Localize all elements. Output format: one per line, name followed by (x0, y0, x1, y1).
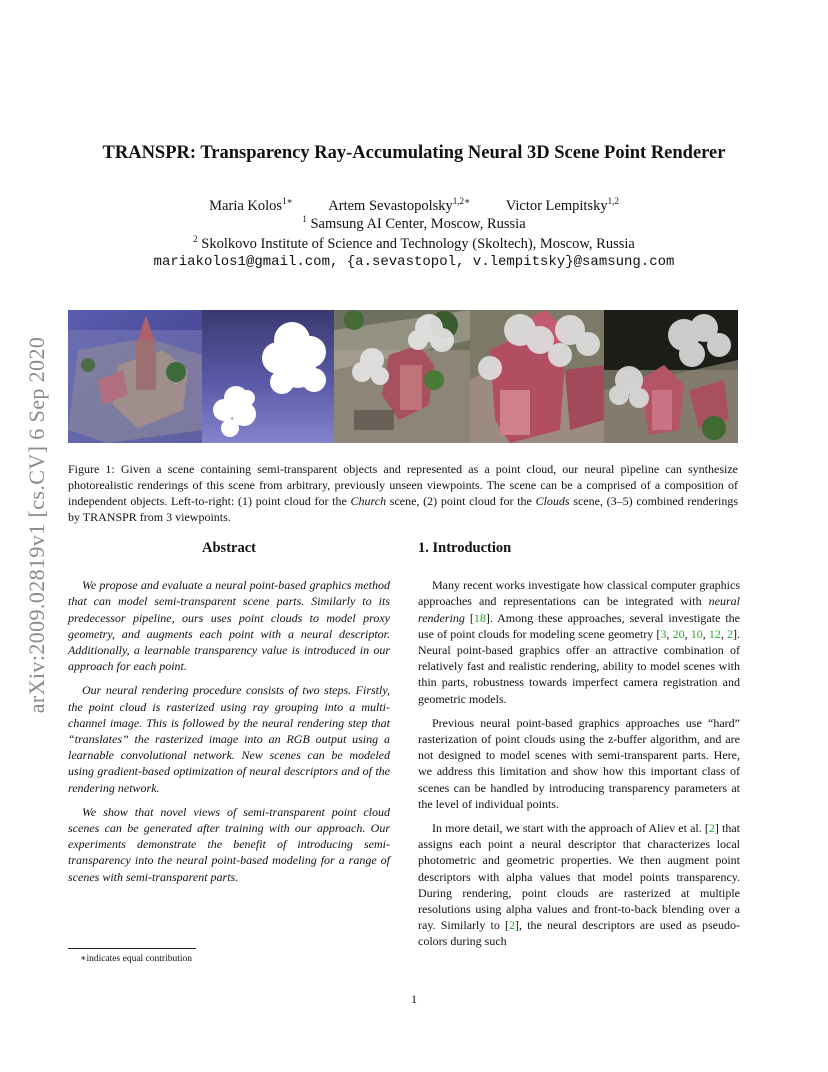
author: Maria Kolos$^{1∗}$ (209, 196, 293, 214)
citation-link[interactable]: 12 (708, 626, 721, 641)
abstract-heading: Abstract (202, 540, 256, 556)
author: Artem Sevastopolsky$^{1,2∗}$ (328, 196, 471, 214)
author-emails: mariakolos1@gmail.com, {a.sevastopol, v.lempitsky}@samsung.com (153, 254, 675, 270)
rendering-view-2 (470, 310, 604, 443)
citation-link[interactable]: 20 (672, 626, 685, 641)
clouds-point-cloud-image (202, 310, 334, 443)
citation-link[interactable]: 2 (509, 918, 515, 933)
abstract-paragraph: Our neural rendering procedure consists of two steps. Firstly, the point cloud is rasterized using ray grouping into a multi-channel image. This is followed by the neural rendering step that “translates” the rasterized image into an RGB output using a learnable convolutional network. New scenes can be modeled using gradient-based optimization of neural descriptors and of the rendering network. (68, 683, 390, 795)
abstract-paragraph: We show that novel views of semi-transparent point cloud scenes can be generated after training with our approach. Our experiments demonstrate the benefit of introducing semi-transparency into the neural point-based modeling for a range of scenes with semi-transparent parts. (68, 804, 390, 884)
abstract-section (68, 540, 390, 893)
citation-link[interactable]: 10 (690, 626, 703, 641)
page-number: 1 (411, 992, 417, 1006)
author-list (0, 196, 828, 215)
footnote: ∗indicates equal contribution (80, 954, 192, 964)
rendering-view-1 (334, 310, 470, 443)
citation-link[interactable]: 2 (727, 626, 734, 641)
author: Victor Lempitsky$^{1,2}$ (505, 196, 619, 214)
citation-link[interactable]: 18 (473, 610, 486, 625)
abstract-paragraph: We propose and evaluate a neural point-based graphics method that can model semi-transparent scene parts. Similarly to its predecessor pipeline, ours uses point clouds to model proxy geometry, and augments each point with a neural descriptor. Additionally, a learnable transparency value is introduced in our approach for each point. (68, 578, 390, 674)
introduction-section (418, 540, 740, 958)
intro-paragraph: Many recent works investigate how classical computer graphics approaches and representations can be integrated with neural rendering [18]. Among these approaches, several investigate the use of point clouds for modeling scene geometry [3, 20, 10, 12, 2]. Neural point-based graphics offer an attractive combination of relatively fast and realistic rendering, ability to model scenes with thin parts, robustness towards imperfect camera registration and geometric models. (418, 578, 741, 706)
citation-link[interactable]: 2 (708, 821, 715, 836)
citation-link[interactable]: 3 (660, 626, 667, 641)
introduction-heading: 1. Introduction (418, 540, 512, 556)
rendering-view-3 (604, 310, 738, 443)
affiliation: $^1$ Samsung AI Center, Moscow, Russia (302, 214, 526, 232)
intro-paragraph: Previous neural point-based graphics approaches use “hard” rasterization of point clouds using the z-buffer algorithm, and are not designed to model scenes with semi-transparent parts. Here, we address this limitation and show how this important class of scenes can be handled by introducing transparency parameters at the level of individual points. (418, 715, 740, 811)
church-point-cloud-image (68, 310, 202, 443)
arxiv-stamp: arXiv:2009.02819v1 [cs.CV] 6 Sep 2020 (24, 336, 49, 714)
footnote-divider (68, 948, 196, 949)
teaser-figure (68, 310, 738, 443)
intro-paragraph: In more detail, we start with the approach of Aliev et al. [2] that assigns each point a neural descriptor that characterizes local photometric and geometric properties. We then augment point descriptors with alpha values that model points transparency. During rendering, point clouds are rasterized at multiple resolutions using alpha values and front-to-back blending over a ray. Similarly to [2], the neural descriptors are used as pseudo-colors during such (418, 821, 740, 949)
figure-caption: Figure 1: Given a scene containing semi-transparent objects and represented as a point cloud, our neural pipeline can synthesize photorealistic renderings of this scene from arbitrary, previously unseen viewpoints. The scene can be a comprised of a composition of independent objects. Left-to-right: (1) point cloud for the Church scene, (2) point cloud for the Clouds scene, (3–5) combined renderings by TRANSPR from 3 viewpoints. (68, 462, 739, 524)
paper-title: TRANSPR: Transparency Ray-Accumulating Neural 3D Scene Point Renderer (102, 143, 726, 163)
affiliation: $^2$ Skolkovo Institute of Science and Technology (Skoltech), Moscow, Russia (193, 234, 635, 252)
